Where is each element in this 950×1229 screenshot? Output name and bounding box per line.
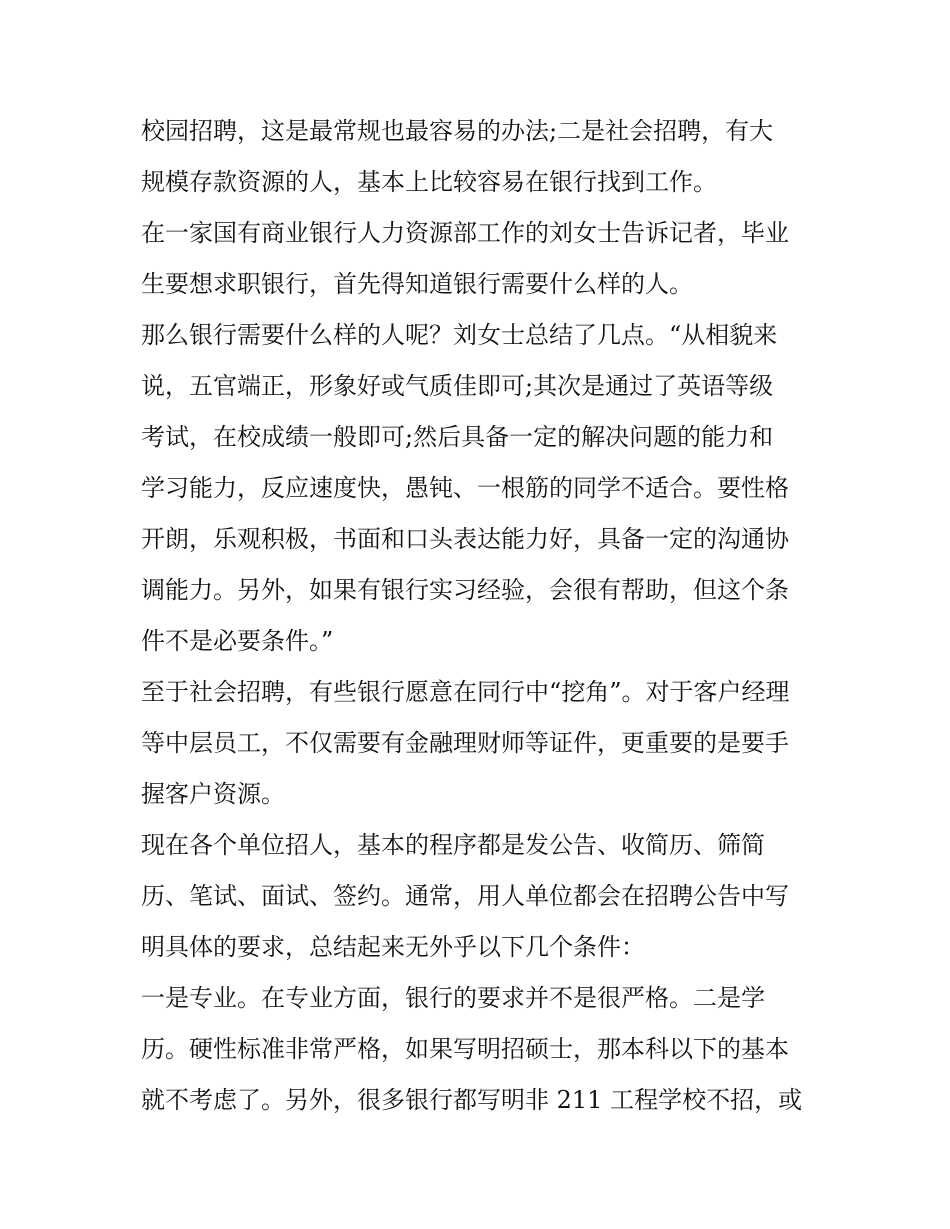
- text-line-11: 件不是必要条件。”: [141, 627, 334, 655]
- text-line-14: 握客户资源。: [141, 780, 285, 808]
- text-line-4: 生要想求职银行，首先得知道银行需要什么样的人。: [141, 270, 693, 298]
- text-line-6: 说，五官端正，形象好或气质佳即可;其次是通过了英语等级: [141, 372, 774, 400]
- text-line-1: 校园招聘，这是最常规也最容易的办法;二是社会招聘，有大: [141, 117, 774, 145]
- text-line-5: 那么银行需要什么样的人呢？刘女士总结了几点。“从相貌来: [141, 321, 778, 349]
- text-line-19: 历。硬性标准非常严格，如果写明招硕士，那本科以下的基本: [141, 1035, 789, 1063]
- text-line-2: 规模存款资源的人，基本上比较容易在银行找到工作。: [141, 168, 717, 196]
- text-line-15: 现在各个单位招人，基本的程序都是发公告、收简历、筛简: [141, 831, 765, 859]
- text-line-7: 考试，在校成绩一般即可;然后具备一定的解决问题的能力和: [141, 423, 774, 451]
- text-line-8: 学习能力，反应速度快，愚钝、一根筋的同学不适合。要性格: [141, 474, 789, 502]
- text-line-3: 在一家国有商业银行人力资源部工作的刘女士告诉记者，毕业: [141, 219, 789, 247]
- text-line-18: 一是专业。在专业方面，银行的要求并不是很严格。二是学: [141, 984, 765, 1012]
- text-line-9: 开朗，乐观积极，书面和口头表达能力好，具备一定的沟通协: [141, 525, 789, 553]
- text-line-13: 等中层员工，不仅需要有金融理财师等证件，更重要的是要手: [141, 729, 789, 757]
- text-line-16: 历、笔试、面试、签约。通常，用人单位都会在招聘公告中写: [141, 882, 789, 910]
- text-line-12: 至于社会招聘，有些银行愿意在同行中“挖角”。对于客户经理: [141, 678, 790, 706]
- document-body: [141, 106, 821, 1126]
- text-line-10: 调能力。另外，如果有银行实习经验，会很有帮助，但这个条: [141, 576, 789, 604]
- text-line-17: 明具体的要求，总结起来无外乎以下几个条件：: [141, 933, 645, 961]
- text-line-20: 就不考虑了。另外，很多银行都写明非 211 工程学校不招，或: [141, 1086, 803, 1114]
